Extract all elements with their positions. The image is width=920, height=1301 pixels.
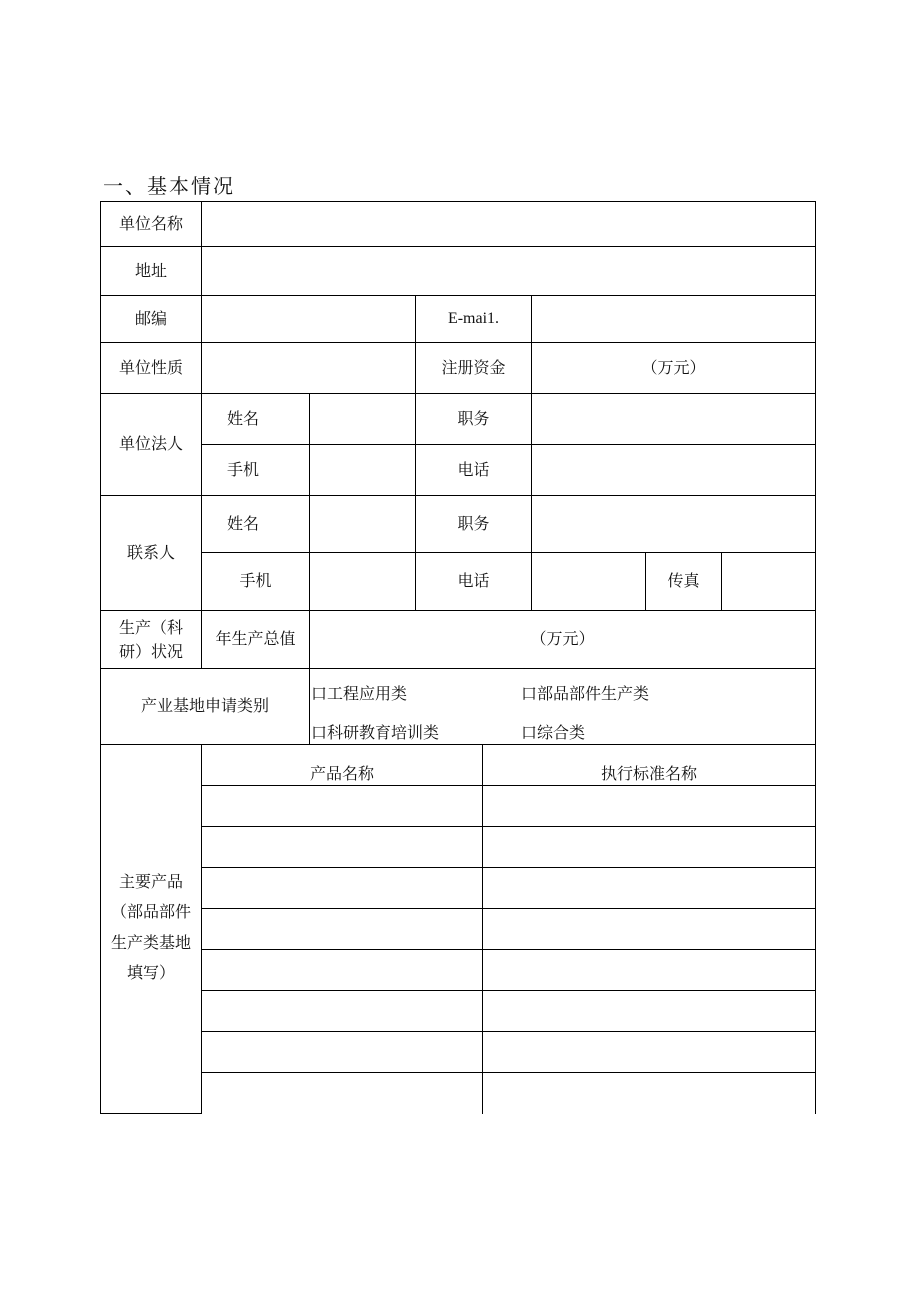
legal-person-label: 单位法人 — [118, 434, 183, 454]
legal-person-name-label: 姓名 — [226, 408, 259, 428]
contact-fax-field[interactable] — [722, 553, 815, 610]
legal-person-mobile-field[interactable] — [310, 445, 415, 495]
annual-output-unit[interactable]: （万元） — [530, 629, 595, 649]
main-products-label-line: 填写） — [126, 962, 175, 982]
option-engineering-application[interactable]: 口工程应用类 — [311, 683, 408, 703]
address-label: 地址 — [134, 260, 167, 280]
legal-person-position-field[interactable] — [532, 394, 815, 444]
legal-person-name-field[interactable] — [310, 394, 415, 444]
unit-name-label: 单位名称 — [118, 213, 183, 233]
production-status-label-line1: 生产（科 — [118, 617, 183, 637]
standard-name-header: 执行标准名称 — [600, 763, 697, 783]
legal-person-mobile-label: 手机 — [226, 459, 259, 479]
main-products-label — [101, 860, 201, 995]
main-products-label-line: 生产类基地 — [110, 932, 191, 952]
contact-label: 联系人 — [126, 542, 175, 562]
legal-person-position-label: 职务 — [457, 408, 490, 428]
postcode-field[interactable] — [202, 296, 415, 342]
unit-nature-field[interactable] — [202, 343, 415, 393]
option-research-education[interactable]: 口科研教育培训类 — [311, 722, 440, 742]
registered-capital-label: 注册资金 — [441, 357, 506, 377]
contact-fax-label: 传真 — [667, 571, 700, 591]
production-status-label — [101, 611, 201, 668]
main-products-label-line: （部品部件 — [110, 902, 191, 922]
base-category-label: 产业基地申请类别 — [140, 696, 269, 716]
legal-person-phone-label: 电话 — [457, 459, 490, 479]
legal-person-phone-field[interactable] — [532, 445, 815, 495]
main-products-label-line: 主要产品 — [118, 871, 183, 891]
postcode-label: 邮编 — [134, 308, 167, 328]
option-comprehensive[interactable]: 口综合类 — [521, 722, 586, 742]
registered-capital-unit[interactable]: （万元） — [641, 357, 706, 377]
contact-phone-label: 电话 — [457, 571, 490, 591]
unit-nature-label: 单位性质 — [118, 357, 183, 377]
email-field[interactable] — [532, 296, 815, 342]
contact-position-field[interactable] — [532, 496, 815, 552]
address-field[interactable] — [202, 247, 815, 295]
production-status-label-line2: 研）状况 — [118, 641, 183, 661]
option-component-production[interactable]: 口部品部件生产类 — [521, 683, 650, 703]
product-name-header: 产品名称 — [309, 763, 374, 783]
contact-mobile-label: 手机 — [239, 571, 272, 591]
contact-name-label: 姓名 — [226, 513, 259, 533]
contact-mobile-field[interactable] — [310, 553, 415, 610]
contact-name-field[interactable] — [310, 496, 415, 552]
contact-position-label: 职务 — [457, 513, 490, 533]
annual-output-label: 年生产总值 — [215, 629, 296, 649]
section-title: 一、基本情况 — [103, 174, 235, 198]
email-label: E-mai1. — [447, 309, 500, 327]
unit-name-field[interactable] — [202, 202, 815, 246]
contact-phone-field[interactable] — [532, 553, 645, 610]
